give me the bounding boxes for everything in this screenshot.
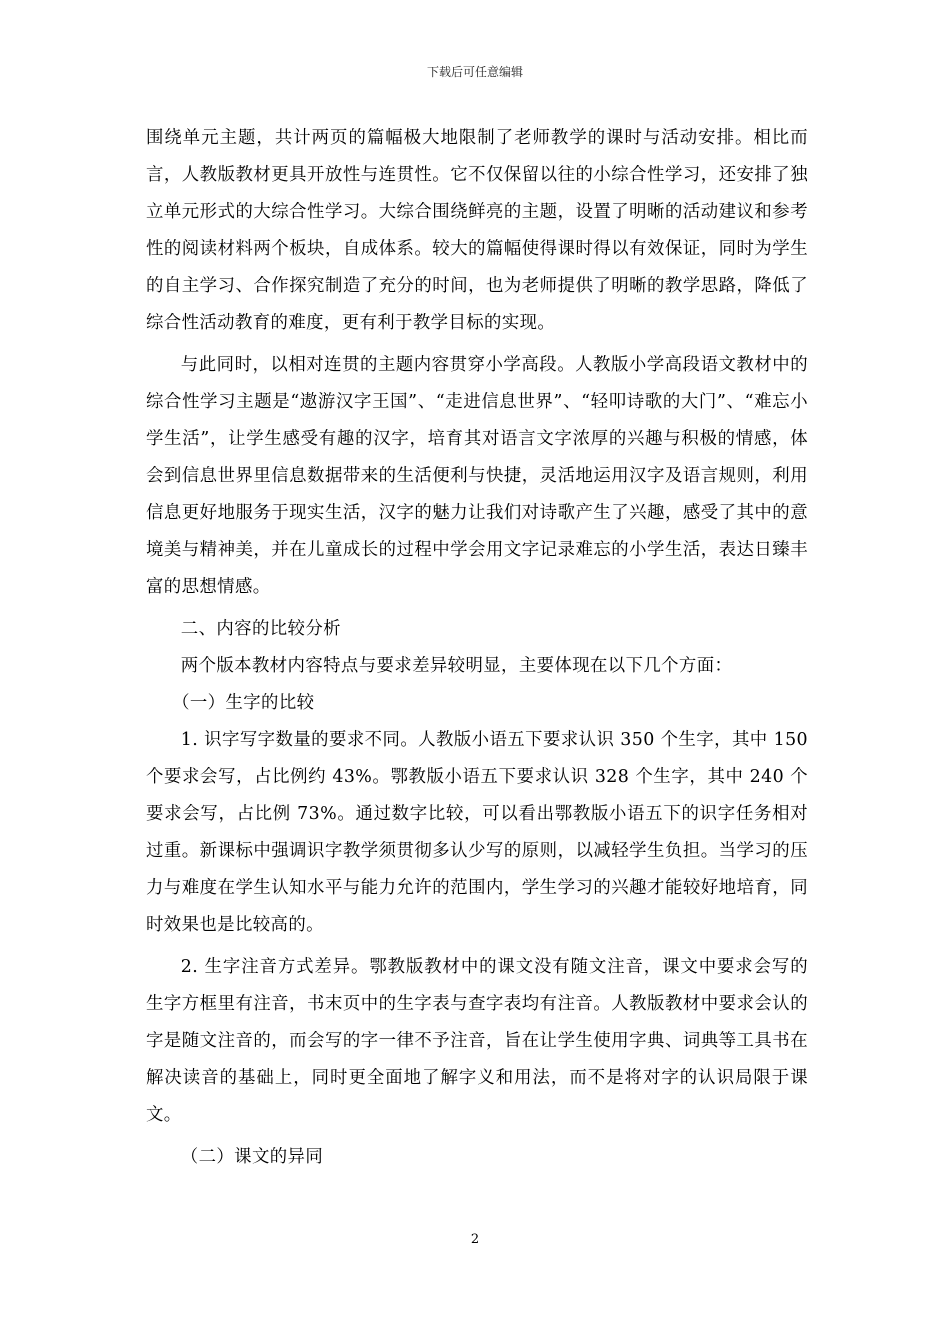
page-header: 下载后可任意编辑	[426, 65, 523, 79]
page-number: 2	[470, 1232, 480, 1247]
subsection-heading-characters: （一）生字的比较	[172, 693, 315, 713]
section-heading-content-comparison: 二、内容的比较分析	[180, 619, 341, 639]
paragraph-character-quantity: 1. 识字写字数量的要求不同。人教版小语五下要求认识 350 个生字，其中 150 个要求会写，占比例约 43%。鄂教版小语五下要求认识 328 个生字，其中 240 个要求会写，占比例 73%。通过数字比较，可以看出鄂教版小语五下的识字任务相对过重。新课标中强调识字教学须贯彻多认少写的原则，以减轻学生负担。当学习的压力与难度在学生认知水平与能力允许的范围内，学生学习的兴趣才能较好地培育，同时效果也是比较高的。	[146, 730, 808, 935]
paragraph-themes: 与此同时，以相对连贯的主题内容贯穿小学高段。人教版小学高段语文教材中的综合性学习主题是“遨游汉字王国”、“走进信息世界”、“轻叩诗歌的大门”、“难忘小学生活”，让学生感受有趣的汉字，培育其对语言文字浓厚的兴趣与积极的情感，体会到信息世界里信息数据带来的生活便利与快捷，灵活地运用汉字及语言规则，利用信息更好地服务于现实生活，汉字的魅力让我们对诗歌产生了兴趣，感受了其中的意境美与精神美，并在儿童成长的过程中学会用文字记录难忘的小学生活，表达日臻丰富的思想情感。	[146, 355, 808, 597]
paragraph-phonetic-notation: 2. 生字注音方式差异。鄂教版教材中的课文没有随文注音，课文中要求会写的生字方框里有注音，书末页中的生字表与查字表均有注音。人教版教材中要求会认的字是随文注音的，而会写的字一律不予注音，旨在让学生使用字典、词典等工具书在解决读音的基础上，同时更全面地了解字义和用法，而不是将对字的认识局限于课文。	[146, 957, 808, 1125]
subsection-heading-texts: （二）课文的异同	[180, 1147, 324, 1167]
document-body	[146, 120, 808, 1176]
paragraph-integrated-learning: 围绕单元主题，共计两页的篇幅极大地限制了老师教学的课时与活动安排。相比而言，人教版教材更具开放性与连贯性。它不仅保留以往的小综合性学习，还安排了独立单元形式的大综合性学习。大综合围绕鲜亮的主题，设置了明晰的活动建议和参考性的阅读材料两个板块，自成体系。较大的篇幅使得课时得以有效保证，同时为学生的自主学习、合作探究制造了充分的时间，也为老师提供了明晰的教学思路，降低了综合性活动教育的难度，更有利于教学目标的实现。	[146, 128, 808, 333]
paragraph-differences-intro: 两个版本教材内容特点与要求差异较明显，主要体现在以下几个方面：	[180, 656, 733, 676]
